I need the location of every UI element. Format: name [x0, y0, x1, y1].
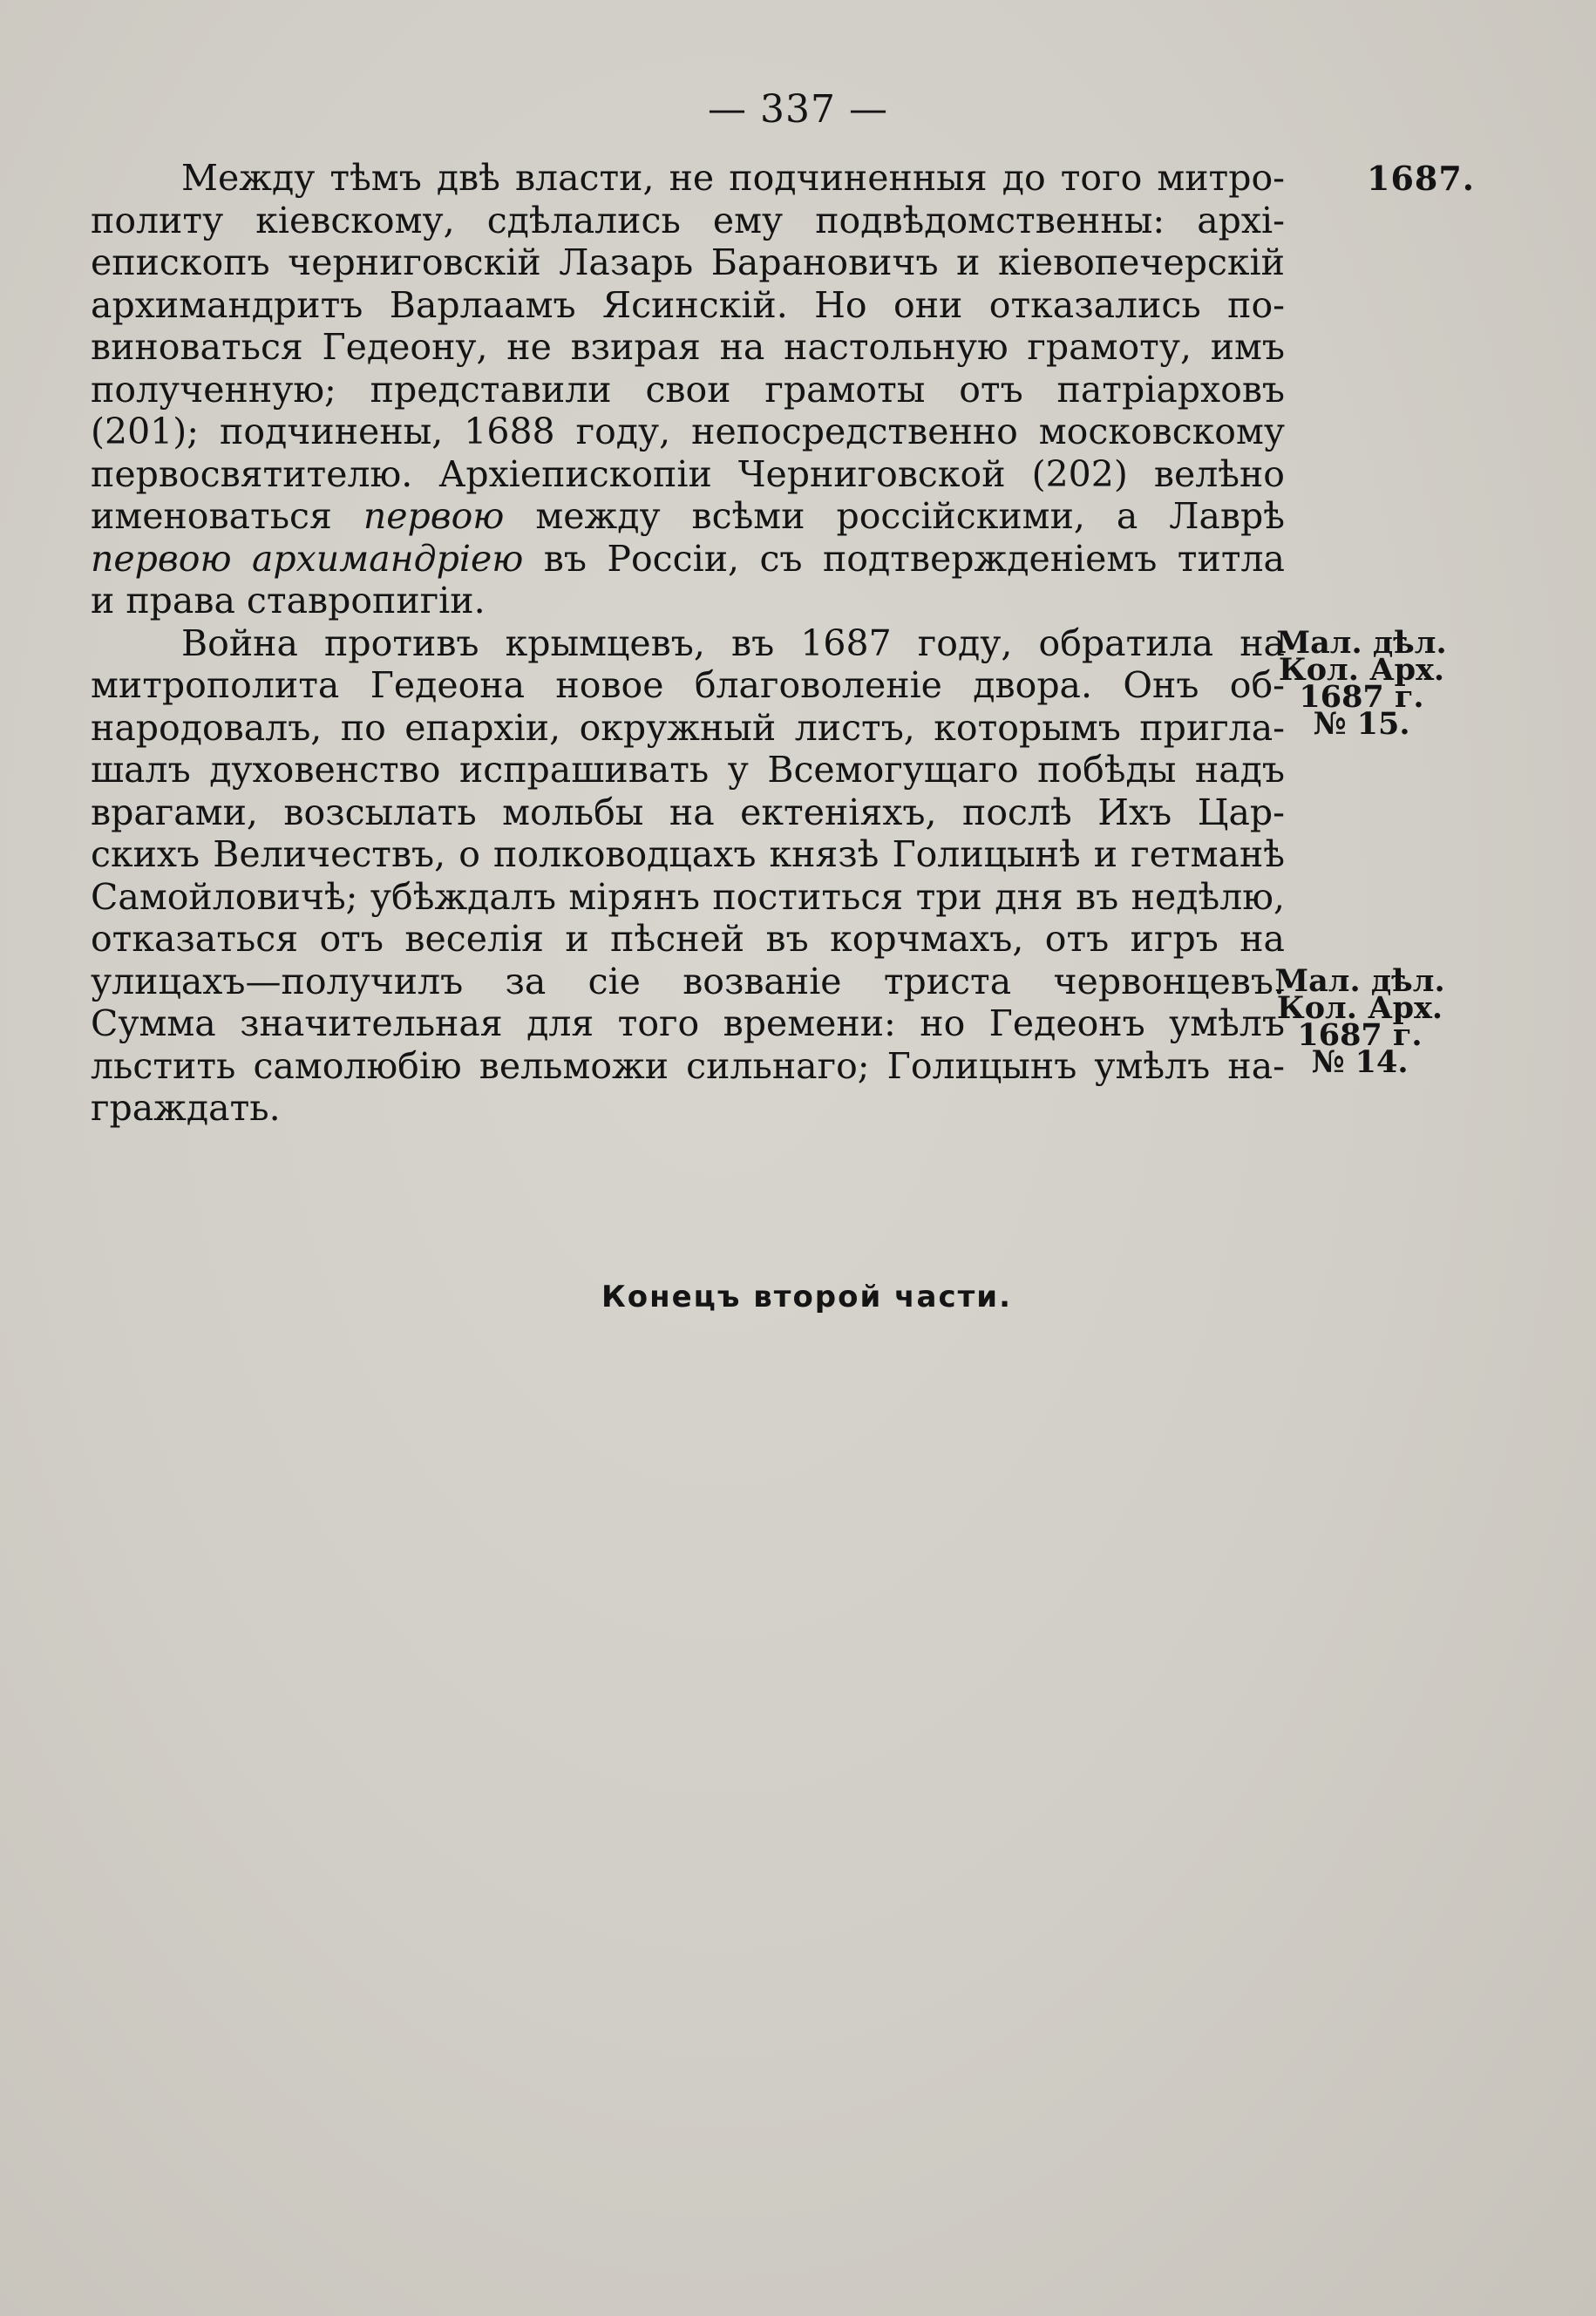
text-line: виноваться Гедеону, не взирая на настольную грамоту, имъ — [91, 326, 1285, 368]
text-line: и права ставропигіи. — [91, 580, 486, 621]
margin-note-line: 1687 г. — [1299, 679, 1424, 715]
text-line: льстить самолюбію вельможи сильнаго; Голицынъ умѣлъ на- — [91, 1044, 1285, 1087]
page-number: — 337 — — [708, 87, 888, 132]
text-line: шалъ духовенство испрашивать у Всемогущаго побѣды надъ — [91, 749, 1285, 791]
margin-note — [1273, 963, 1447, 1080]
text-line — [91, 538, 1285, 581]
text-line: скихъ Величествъ, о полководцахъ князѣ Голицынѣ и гетманѣ — [91, 833, 1285, 875]
italic-text: первою архимандріею — [91, 537, 524, 580]
text-line: Самойловичѣ; убѣждалъ мірянъ поститься три дня въ недѣлю, — [91, 875, 1285, 918]
text-line: отказаться отъ веселія и пѣсней въ корчмахъ, отъ игръ на — [91, 918, 1285, 960]
text-line: Война противъ крымцевъ, въ 1687 году, обратила на — [181, 621, 1285, 664]
main-text — [91, 157, 1285, 1130]
margin-note-line: 1687 г. — [1297, 1017, 1423, 1053]
text-fragment: въ Россіи, съ подтвержденіемъ титла — [523, 537, 1285, 580]
text-line: первосвятителю. Архіепископіи Черниговской (202) велѣно — [91, 452, 1285, 495]
text-line — [91, 495, 1285, 538]
margin-year: 1687. — [1367, 159, 1475, 198]
text-line: Между тѣмъ двѣ власти, не подчиненныя до того митро- — [181, 157, 1285, 199]
text-line: епископъ черниговскій Лазарь Барановичъ и кіевопечерскій — [91, 241, 1285, 283]
text-line: врагами, возсылать мольбы на ектеніяхъ, послѣ Ихъ Цар- — [91, 791, 1285, 833]
text-line: улицахъ—получилъ за сіе возваніе триста червонцевъ. — [91, 960, 1285, 1002]
margin-note-line: № 15. — [1313, 706, 1410, 742]
text-line: народовалъ, по епархіи, окружный листъ, которымъ пригла- — [91, 706, 1285, 749]
text-fragment: между всѣми россійскими, а Лаврѣ — [504, 495, 1285, 537]
italic-text: первою — [363, 495, 505, 537]
text-line: архимандритъ Варлаамъ Ясинскій. Но они отказались по- — [91, 283, 1285, 326]
margin-note — [1274, 625, 1449, 742]
text-line: граждать. — [91, 1087, 281, 1129]
text-fragment: именоваться — [91, 495, 363, 537]
margin-note-line: Мал. дѣл. — [1274, 963, 1445, 999]
text-line: митрополита Гедеона новое благоволеніе двора. Онъ об- — [91, 664, 1285, 706]
text-line: (201); подчинены, 1688 году, непосредственно московскому — [91, 411, 1285, 452]
text-line: полученную; представили свои грамоты отъ патріарховъ — [91, 368, 1285, 411]
text-line: политу кіевскому, сдѣлались ему подвѣдомственны: архі- — [91, 199, 1285, 241]
margin-note-line: Кол. Арх. — [1278, 652, 1445, 688]
margin-note-line: Кол. Арх. — [1276, 990, 1443, 1026]
text-line: Сумма значительная для того времени: но Гедеонъ умѣлъ — [91, 1002, 1285, 1044]
end-of-part-heading: Конецъ второй части. — [601, 1280, 1013, 1314]
margin-note-line: № 14. — [1311, 1044, 1409, 1080]
margin-note-line: Мал. дѣл. — [1276, 625, 1447, 661]
